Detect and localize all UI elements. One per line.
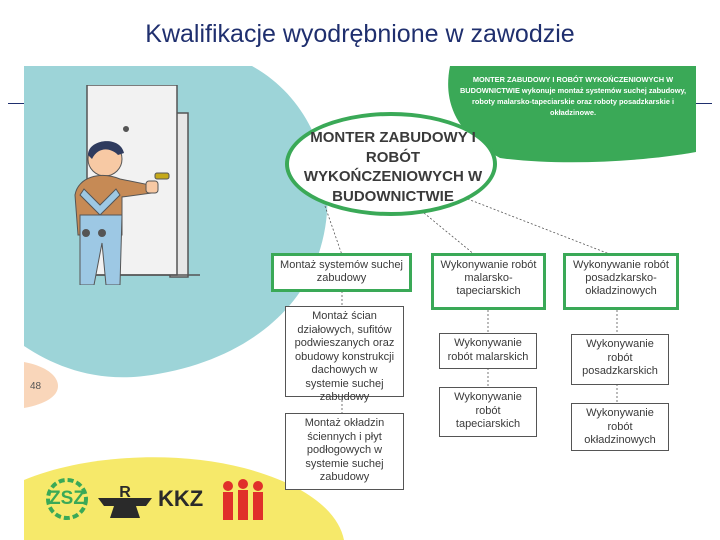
task-box-2-2 [439, 387, 537, 437]
task-box-3-2 [571, 403, 669, 451]
task-box-1-1 [285, 306, 404, 403]
task-label-3-2: Wykonywanie robót okładzinowych [584, 407, 656, 446]
task-box-2-1 [439, 333, 537, 369]
qualification-label-2: Wykonywanie robót malarsko-tapeciarskich [440, 259, 537, 297]
qualification-box-2 [431, 253, 546, 310]
page-title: Kwalifikacje wyodrębnione w zawodzie [145, 20, 575, 48]
task-label-1-1: Montaż ścian działowych, sufitów podwieszanych oraz obudowy konstrukcji dachowych w systemie suchej zabudowy [294, 310, 395, 403]
task-box-1-2 [285, 413, 404, 490]
zsz-logo-text: ZSZ [49, 488, 85, 509]
task-box-3-1 [571, 334, 669, 385]
page-number: 48 [30, 381, 42, 392]
occupation-title: MONTER ZABUDOWY I ROBÓT WYKOŃCZENIOWYCH W BUDOWNICTWIE [303, 129, 483, 205]
r-logo-letter: R [119, 484, 131, 501]
task-label-2-1: Wykonywanie robót malarskich [447, 337, 529, 363]
connector-qual-1 [325, 206, 342, 255]
connector-qual-2 [424, 213, 475, 255]
qualification-box-1 [271, 253, 412, 292]
intro-description: MONTER ZABUDOWY I ROBÓT WYKOŃCZENIOWYCH W BUDOWNICTWIE wykonuje montaż systemów suchej zabudowy, roboty malarsko-tapeciarskie oraz roboty posadzkarskie i okładzinowe. [459, 75, 687, 117]
task-label-1-2: Montaż okładzin ściennych i płyt podłogowych w systemie suchej zabudowy [304, 417, 385, 483]
people-group-logo [220, 478, 266, 522]
r-anvil-logo [96, 480, 154, 522]
task-label-2-2: Wykonywanie robót tapeciarskich [454, 391, 522, 430]
qualification-box-3 [563, 253, 679, 310]
task-label-3-1: Wykonywanie robót posadzkarskich [582, 338, 658, 377]
qualification-label-3: Wykonywanie robót posadzkarsko-okładzinowych [573, 259, 669, 297]
kkz-logo-text: KKZ [158, 486, 204, 511]
qualification-label-1: Montaż systemów suchej zabudowy [280, 259, 403, 284]
